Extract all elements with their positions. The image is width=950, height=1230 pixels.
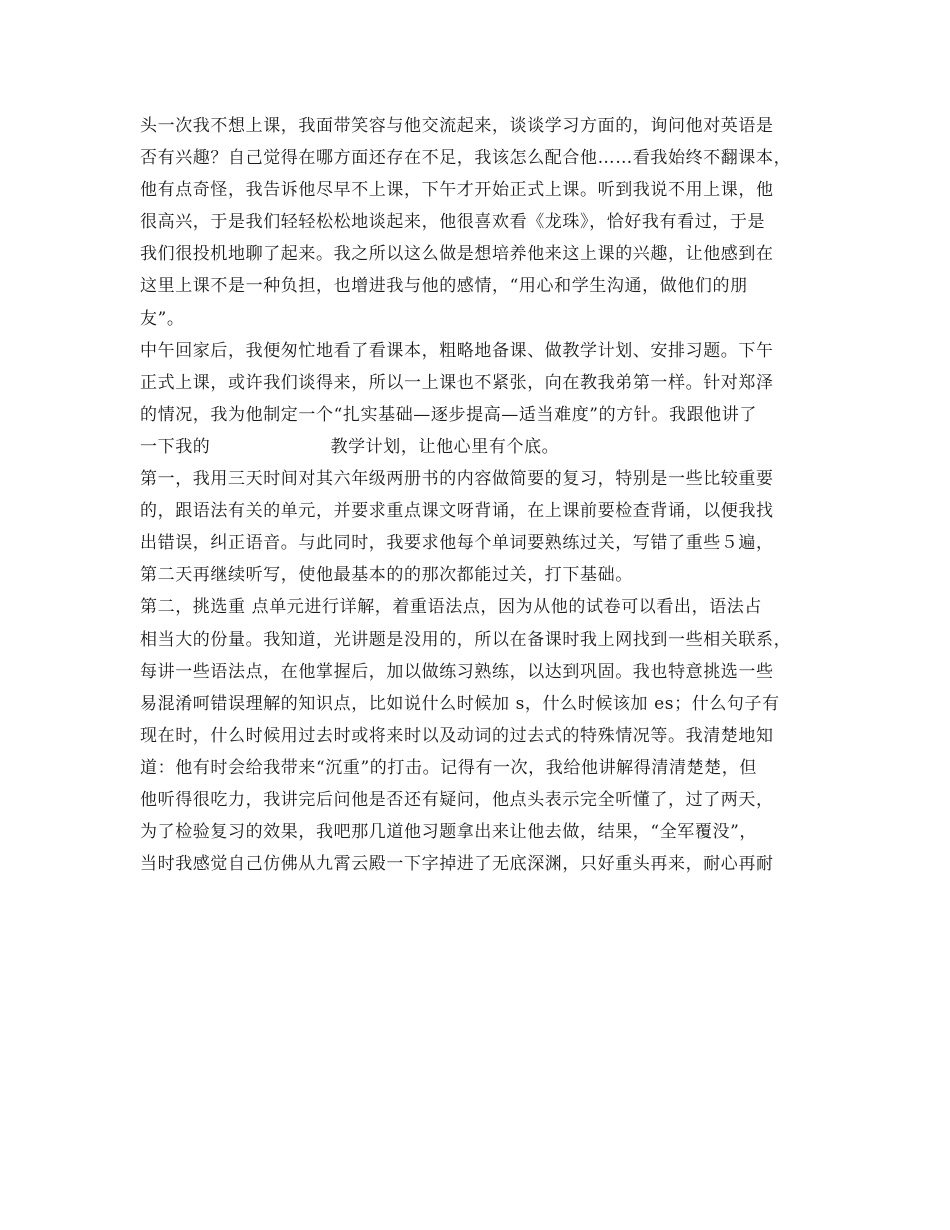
text-line: 他有点奇怪，我告诉他尽早不上课，下午才开始正式上课。听到我说不用上课，他 (140, 180, 774, 201)
text-line: 这里上课不是一种负担，也增进我与他的感情，“用心和学生沟通，做他们的朋 (140, 276, 748, 297)
text-line: 的情况，我为他制定一个“扎实基础—逐步提高—适当难度”的方针。我跟他讲了 (140, 404, 757, 425)
text-line: 第二，挑选重 点单元进行详解，着重语法点，因为从他的试卷可以看出，语法占 (140, 597, 763, 618)
text-line: 他听得很吃力，我讲完后问他是否还有疑问，他点头表示完全听懂了，过了两天， (140, 789, 774, 810)
text-line: 中午回家后，我便匆忙地看了看课本，粗略地备课、做教学计划、安排习题。下午 (140, 340, 774, 361)
text-line: 每讲一些语法点，在他掌握后，加以做练习熟练，以达到巩固。我也特意挑选一些 (140, 661, 774, 682)
text-line: 头一次我不想上课，我面带笑容与他交流起来，谈谈学习方面的，询问他对英语是 (140, 116, 774, 136)
text-line: 出错误，纠正语音。与此同时，我要求他每个单词要熟练过关，写错了重些５遍， (140, 533, 774, 554)
text-line: 第一，我用三天时间对其六年级两册书的内容做简要的复习，特别是一些比较重要 (140, 469, 774, 490)
text-line: 很高兴，于是我们轻轻松松地谈起来，他很喜欢看《龙珠》，恰好我有看过，于是 (140, 212, 766, 233)
text-line: 的，跟语法有关的单元，并要求重点课文呀背诵，在上课前要检查背诵，以便我找 (140, 501, 774, 522)
text-line: 易混淆呵错误理解的知识点，比如说什么时候加 s，什么时候该加 es；什么句子有 (140, 693, 780, 714)
text-line: 否有兴趣？自己觉得在哪方面还存在不足，我该怎么配合他……看我始终不翻课本， (140, 148, 792, 169)
text-line: 第二天再继续听写，使他最基本的的那次都能过关，打下基础。 (140, 565, 633, 586)
text-line: 道：他有时会给我带来“沉重”的打击。记得有一次，我给他讲解得清清楚楚，但 (140, 757, 757, 778)
text-line: 友”。 (140, 308, 185, 329)
text-line: 当时我感觉自己仿佛从九霄云殿一下字掉进了无底深渊，只好重头再来，耐心再耐 (140, 854, 774, 875)
text-line: 正式上课，或许我们谈得来，所以一上课也不紧张，向在教我弟第一样。针对郑泽 (140, 372, 774, 393)
text-line: 我们很投机地聊了起来。我之所以这么做是想培养他来这上课的兴趣，让他感到在 (140, 244, 774, 265)
text-line: 一下我的 教学计划，让他心里有个底。 (140, 436, 560, 457)
text-line: 相当大的份量。我知道，光讲题是没用的，所以在备课时我上网找到一些相关联系， (140, 629, 792, 650)
document-body (140, 110, 830, 880)
text-line: 现在时，什么时候用过去时或将来时以及动词的过去式的特殊情况等。我清楚地知 (140, 725, 774, 746)
text-line: 为了检验复习的效果，我吧那几道他习题拿出来让他去做，结果，“全军覆没”， (140, 822, 757, 843)
